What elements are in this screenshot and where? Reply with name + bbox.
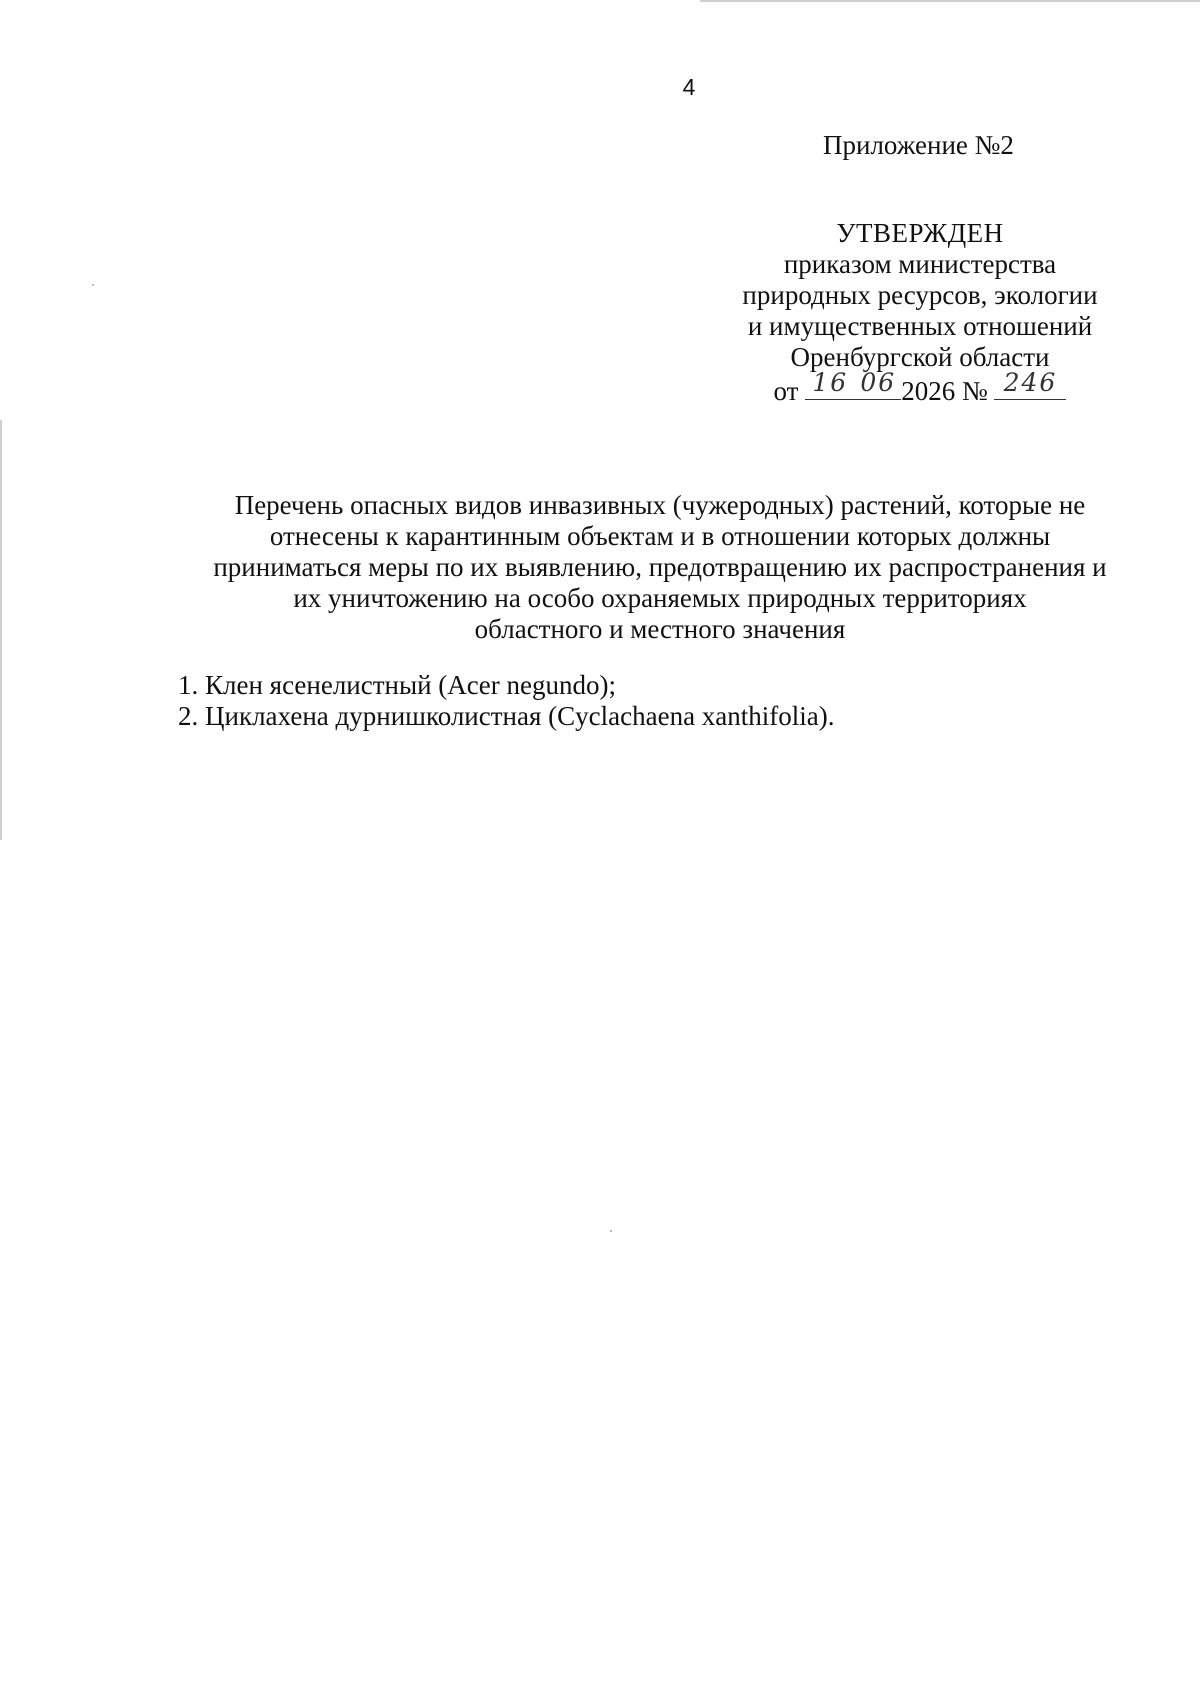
scan-speck xyxy=(92,284,94,286)
number-blank xyxy=(994,368,1066,400)
title-line: Перечень опасных видов инвазивных (чужеродных) растений, которые не xyxy=(234,490,1086,520)
number-prefix: № xyxy=(961,376,988,406)
approval-line: и имущественных отношений xyxy=(747,311,1093,341)
handwritten-day: 16 xyxy=(812,368,849,397)
handwritten-number: 246 xyxy=(1003,368,1058,397)
approval-block xyxy=(720,218,1120,407)
day-blank xyxy=(805,368,855,400)
approval-line: приказом министерства xyxy=(783,249,1057,279)
scan-edge-left xyxy=(0,420,2,840)
date-prefix: от xyxy=(773,376,799,406)
handwritten-month: 06 xyxy=(860,368,897,397)
document-title xyxy=(180,490,1140,645)
scan-speck xyxy=(610,1230,612,1232)
order-date-line xyxy=(720,368,1120,407)
species-list xyxy=(178,670,1078,732)
order-year: 2026 xyxy=(901,376,956,406)
month-blank xyxy=(855,368,901,400)
title-line: их уничтожению на особо охраняемых природных территориях xyxy=(293,583,1027,613)
list-item: 2. Циклахена дурнишколистная (Cyclachaena xanthifolia). xyxy=(178,701,835,731)
title-line: отнесены к карантинным объектам и в отношении которых должны xyxy=(269,521,1051,551)
title-line: приниматься меры по их выявлению, предотвращению их распространения и xyxy=(213,552,1107,582)
approval-line: природных ресурсов, экологии xyxy=(742,280,1098,310)
approval-line: Оренбургской области xyxy=(790,342,1050,372)
list-item: 1. Клен ясенелистный (Acer negundo); xyxy=(178,670,616,700)
approved-heading: УТВЕРЖДЕН xyxy=(836,218,1004,248)
page-number: 4 xyxy=(682,74,696,100)
title-line: областного и местного значения xyxy=(474,614,846,644)
scan-edge-top xyxy=(700,0,1200,2)
annex-label: Приложение №2 xyxy=(823,130,1014,160)
